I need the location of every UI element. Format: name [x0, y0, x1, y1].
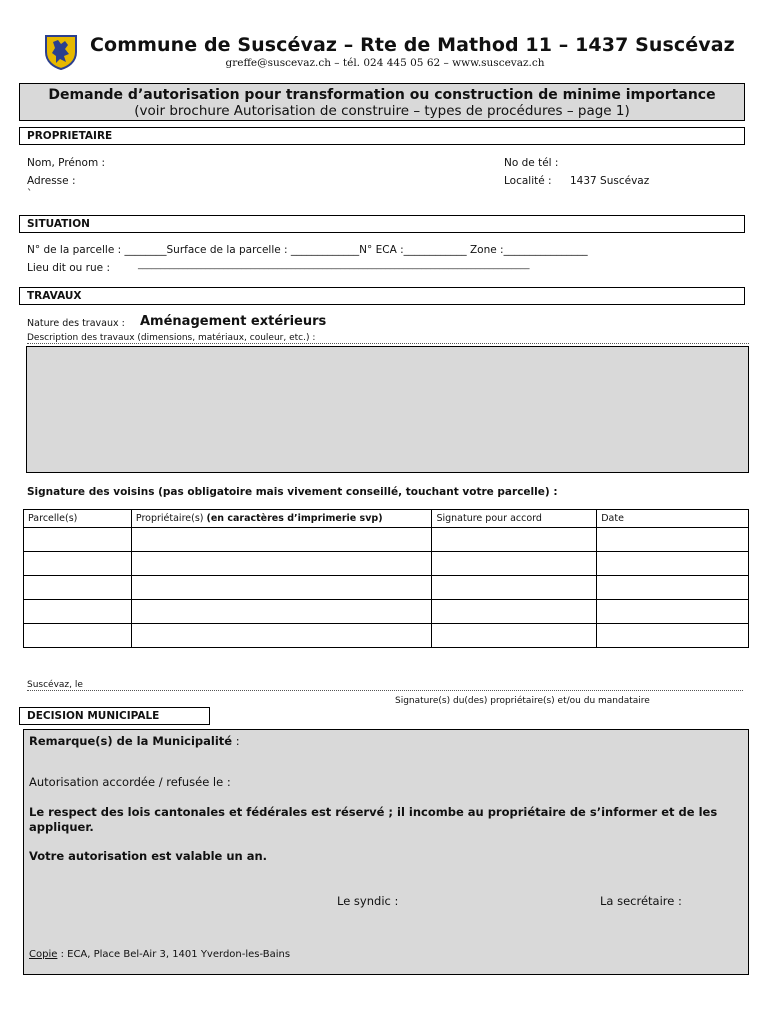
autorisation-line: Autorisation accordée / refusée le : [29, 775, 231, 789]
copie-line [29, 949, 290, 960]
table-row [24, 600, 749, 624]
date-cell[interactable] [597, 576, 749, 600]
date-cell[interactable] [597, 624, 749, 648]
signature-cell[interactable] [432, 600, 597, 624]
lieu-label: Lieu dit ou rue : [27, 262, 110, 274]
proprietaire-cell[interactable] [131, 552, 432, 576]
syndic-label: Le syndic : [337, 894, 399, 908]
tel-label: No de tél : [504, 157, 559, 169]
form-title: Demande d’autorisation pour transformation ou construction de minime importance [48, 87, 716, 103]
proprietaire-cell[interactable] [131, 528, 432, 552]
nom-label: Nom, Prénom : [27, 157, 106, 169]
parcelle-cell[interactable] [24, 624, 132, 648]
localite-label: Localité : [504, 175, 552, 187]
col-proprietaire-label: Propriétaire(s) [135, 513, 204, 524]
section-decision: DECISION MUNICIPALE [19, 707, 210, 725]
copie-label: Copie [29, 949, 58, 960]
col-date: Date [597, 510, 749, 528]
table-header-row [24, 510, 749, 528]
date-cell[interactable] [597, 600, 749, 624]
section-situation: SITUATION [19, 215, 745, 233]
signature-cell[interactable] [432, 552, 597, 576]
date-cell[interactable] [597, 552, 749, 576]
signature-cell[interactable] [432, 624, 597, 648]
description-field[interactable] [26, 346, 749, 473]
secretaire-label: La secrétaire : [600, 894, 682, 908]
parcelle-cell[interactable] [24, 528, 132, 552]
remarques-colon: : [235, 734, 240, 748]
proprietaire-cell[interactable] [131, 624, 432, 648]
page-title: Commune de Suscévaz – Rte de Mathod 11 – 1437 Suscévaz [90, 34, 735, 56]
table-row [24, 624, 749, 648]
table-row [24, 576, 749, 600]
adresse-mark: ` [27, 188, 33, 200]
nature-label: Nature des travaux : [27, 318, 125, 329]
parcelle-line[interactable]: N° de la parcelle : ________Surface de la parcelle : _____________N° ECA :____________ Zone :________________ [27, 244, 588, 256]
nature-value: Aménagement extérieurs [140, 314, 327, 329]
col-proprietaire [131, 510, 432, 528]
parcelle-cell[interactable] [24, 576, 132, 600]
form-subtitle: (voir brochure Autorisation de construire – types de procédures – page 1) [134, 103, 630, 119]
col-proprietaire-note: (en caractères d’imprimerie svp) [206, 513, 383, 524]
col-signature: Signature pour accord [432, 510, 597, 528]
localite-value: 1437 Suscévaz [570, 175, 650, 187]
place-date-line[interactable]: Suscévaz, le [27, 680, 743, 691]
neighbours-table [23, 509, 749, 648]
parcelle-cell[interactable] [24, 600, 132, 624]
decision-box [23, 729, 749, 975]
proprietaire-cell[interactable] [131, 576, 432, 600]
signature-cell[interactable] [432, 576, 597, 600]
signature-cell[interactable] [432, 528, 597, 552]
owner-signature-caption: Signature(s) du(des) propriétaire(s) et/ou du mandataire [395, 696, 650, 706]
respect-notice: Le respect des lois cantonales et fédérales est réservé ; il incombe au propriétaire de s’informer et de les appliquer. [29, 805, 718, 834]
remarques-label: Remarque(s) de la Municipalité [29, 734, 233, 748]
form-banner [19, 83, 745, 121]
contact-line: greffe@suscevaz.ch – tél. 024 445 05 62 – www.suscevaz.ch [225, 57, 545, 69]
date-cell[interactable] [597, 528, 749, 552]
description-label: Description des travaux (dimensions, matériaux, couleur, etc.) : [27, 333, 749, 344]
remarques-line [29, 734, 240, 748]
copie-text: : ECA, Place Bel-Air 3, 1401 Yverdon-les-Bains [60, 949, 291, 960]
lieu-input-line[interactable]: _______________________________________________________________________________________ [138, 260, 530, 270]
voisins-heading: Signature des voisins (pas obligatoire mais vivement conseillé, touchant votre parcelle) : [27, 486, 558, 498]
proprietaire-cell[interactable] [131, 600, 432, 624]
table-row [24, 552, 749, 576]
col-parcelle: Parcelle(s) [24, 510, 132, 528]
parcelle-cell[interactable] [24, 552, 132, 576]
section-proprietaire: PROPRIETAIRE [19, 127, 745, 145]
validite-notice: Votre autorisation est valable un an. [29, 849, 268, 863]
table-row [24, 528, 749, 552]
adresse-label: Adresse : [27, 175, 76, 187]
section-travaux: TRAVAUX [19, 287, 745, 305]
